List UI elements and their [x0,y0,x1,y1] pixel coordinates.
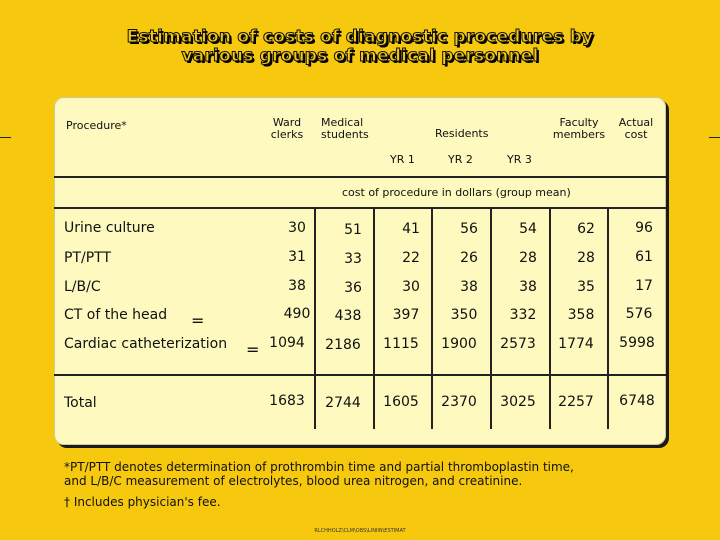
table-cell: 51 [344,222,362,238]
table-cell: 96 [635,220,653,236]
table-cell: 358 [567,307,595,323]
table-cell: 1115 [383,336,419,352]
table-cell: 33 [344,251,362,267]
table-cell: 38 [460,279,478,295]
table-cell: 31 [288,249,306,265]
table-cell: 6748 [619,393,655,409]
table-cell: 332 [509,307,537,323]
table-cell: 1605 [383,394,419,410]
header-medical-students: Medical students [321,116,369,141]
table-cell: 17 [635,278,653,294]
table-cell: 2186 [325,337,361,353]
cost-table-card [54,97,666,445]
table-cell: 1094 [269,335,305,351]
unit-caption: cost of procedure in dollars (group mean) [342,186,571,199]
right-edge-mark [709,137,720,138]
file-credit: RLCHHOLZ\CLM\OBS\LINIIN\ESTIMAT [314,528,406,534]
table-cell: 38 [519,279,537,295]
table-cell: 2257 [558,394,594,410]
table-cell: 38 [288,278,306,294]
header-residents: Residents [435,127,489,140]
row-label-lbc: L/B/C [64,279,101,295]
table-cell: 397 [392,307,420,323]
header-procedure: Procedure* [66,119,127,132]
row-label-urine-culture: Urine culture [64,220,155,236]
footnote-line-2: and L/B/C measurement of electrolytes, blood urea nitrogen, and creatinine. [64,474,523,488]
total-divider [54,374,666,376]
header-ward-clerks: Ward clerks [270,116,304,141]
table-cell: 2370 [441,394,477,410]
table-cell: 5998 [619,335,655,351]
table-cell: 26 [460,250,478,266]
table-cell: 1900 [441,336,477,352]
table-cell: 62 [577,221,595,237]
row-label-total: Total [64,395,97,411]
table-cell: 36 [344,280,362,296]
table-cell: 28 [577,250,595,266]
table-cell: 350 [450,307,478,323]
header-yr1: YR 1 [390,153,415,166]
table-cell: 1683 [269,393,305,409]
fee-mark: = [246,340,260,359]
footnote-line-1: *PT/PTT denotes determination of prothrombin time and partial thromboplastin time, [64,460,574,474]
header-divider [54,176,666,178]
table-cell: 2573 [500,336,536,352]
fee-mark: = [191,311,205,330]
header-faculty-members: Faculty members [552,116,606,141]
table-cell: 2744 [325,395,361,411]
header-actual-cost: Actual cost [618,116,654,141]
table-cell: 1774 [558,336,594,352]
slide-title-line-2: various groups of medical personnel [181,46,539,66]
row-label-cardiac-cath: Cardiac catheterization [64,336,228,352]
table-cell: 61 [635,249,653,265]
table-cell: 576 [625,306,653,322]
row-label-pt-ptt: PT/PTT [64,250,112,266]
table-cell: 30 [288,220,306,236]
slide-title-line-1: Estimation of costs of diagnostic procedures by [126,27,594,47]
table-cell: 56 [460,221,478,237]
header-yr2: YR 2 [448,153,473,166]
table-cell: 490 [283,306,311,322]
footnote-line-3: † Includes physician's fee. [64,495,221,509]
caption-divider [54,207,666,209]
table-cell: 35 [577,279,595,295]
row-label-ct-head: CT of the head [64,307,168,323]
table-cell: 22 [402,250,420,266]
table-cell: 3025 [500,394,536,410]
header-yr3: YR 3 [507,153,532,166]
table-cell: 54 [519,221,537,237]
table-cell: 41 [402,221,420,237]
table-cell: 438 [334,308,362,324]
table-cell: 30 [402,279,420,295]
table-cell: 28 [519,250,537,266]
left-edge-mark [0,137,11,138]
